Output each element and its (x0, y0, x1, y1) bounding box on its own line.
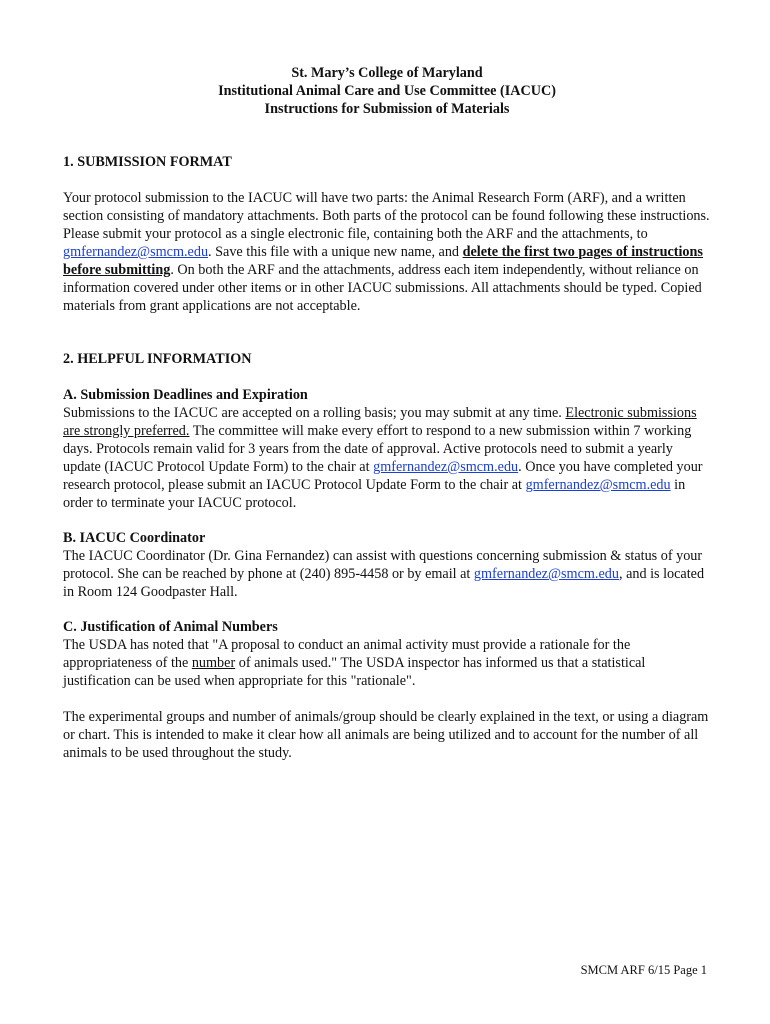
delete-instructions-emphasis: delete the first two pages of instructions before submitting (63, 244, 703, 278)
submission-format-paragraph (63, 189, 711, 315)
email-link[interactable]: gmfernandez@smcm.edu (373, 459, 519, 475)
text-run: . Once you have completed your research protocol, please submit an IACUC Protocol Update Form to the chair at (63, 459, 703, 493)
text-run: The USDA has noted that "A proposal to conduct an animal activity must provide a rationale for the appropriateness of the (63, 637, 631, 671)
subsection-c-paragraph-2: The experimental groups and number of animals/group should be clearly explained in the text, or using a diagram or chart. This is intended to make it clear how all animals are being utilized and to account for the number of all animals to be used throughout the study. (63, 709, 709, 761)
subsection-c-heading: C. Justification of Animal Numbers (63, 619, 278, 635)
subsection-b-paragraph (63, 547, 711, 601)
text-run: The committee will make every effort to respond to a new submission within 7 working days. Protocols remain valid for 3 years from the date of approval. Active protocols need to submit a yearly update (IACUC Protocol Update Form) to the chair at (63, 423, 692, 475)
section-1-heading: 1. SUBMISSION FORMAT (63, 154, 232, 170)
text-run: The IACUC Coordinator (Dr. Gina Fernandez) can assist with questions concerning submission & status of your protocol. She can be reached by phone at (240) 895-4458 or by email at (63, 548, 703, 582)
document-page (63, 64, 711, 762)
email-link[interactable]: gmfernandez@smcm.edu (473, 566, 619, 582)
text-run: Submissions to the IACUC are accepted on a rolling basis; you may submit at any time. (63, 405, 566, 421)
text-run: Your protocol submission to the IACUC will have two parts: the Animal Research Form (ARF), and a written section consisting of mandatory attachments. Both parts of the protocol can be found following these instructions. Please submit your protocol as a single electronic file, containing both the ARF and the attachments, to (63, 190, 710, 242)
email-link[interactable]: gmfernandez@smcm.edu (63, 244, 209, 260)
electronic-preferred-emphasis: Electronic submissions are strongly preferred. (63, 405, 697, 439)
document-title-block (63, 64, 711, 118)
number-emphasis: number (191, 655, 236, 671)
text-run: . Save this file with a unique new name, and (208, 244, 463, 260)
text-run: of animals used." The USDA inspector has informed us that a statistical justification can be used when appropriate for this "rationale". (63, 655, 646, 689)
text-run: , and is located in Room 124 Goodpaster Hall. (63, 566, 705, 600)
subsection-a-heading: A. Submission Deadlines and Expiration (63, 387, 308, 403)
section-2-heading: 2. HELPFUL INFORMATION (63, 351, 252, 367)
subsection-a-paragraph (63, 404, 711, 512)
text-run: in order to terminate your IACUC protocol. (63, 477, 686, 511)
college-name: St. Mary’s College of Maryland (291, 65, 483, 81)
email-link[interactable]: gmfernandez@smcm.edu (525, 477, 671, 493)
page-footer: SMCM ARF 6/15 Page 1 (580, 963, 707, 977)
text-run: . On both the ARF and the attachments, address each item independently, without reliance on information covered under other items or in other IACUC submissions. All attachments should be typed. Copied materials from grant applications are not acceptable. (63, 262, 702, 314)
subsection-c-paragraph (63, 636, 711, 690)
subsection-b-heading: B. IACUC Coordinator (63, 530, 206, 546)
committee-name: Institutional Animal Care and Use Committee (IACUC) (218, 83, 556, 99)
document-title: Instructions for Submission of Materials (264, 101, 510, 117)
